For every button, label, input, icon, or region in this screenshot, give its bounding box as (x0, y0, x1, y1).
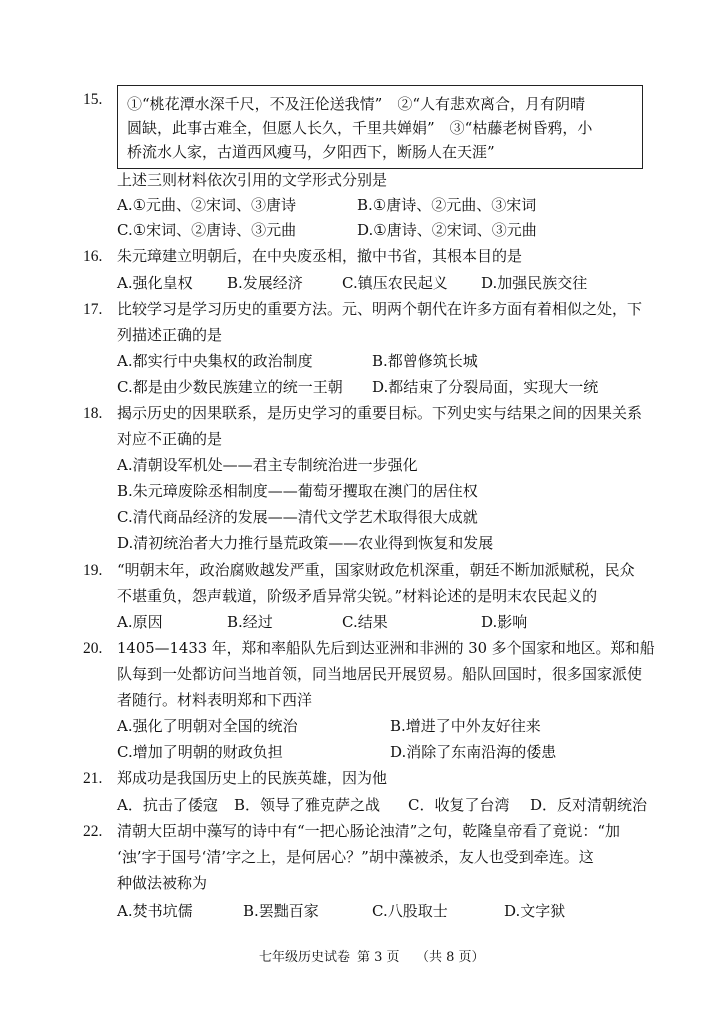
q20-stem-line-2: 队每到一处都访问当地首领，同当地居民开展贸易。船队回国时，很多国家派使 (117, 665, 643, 683)
q17-option-a[interactable]: A.都实行中央集权的政治制度 (117, 352, 313, 370)
q18-option-b[interactable]: B.朱元璋废除丞相制度——葡萄牙攫取在澳门的居住权 (117, 482, 478, 500)
q21-stem: 郑成功是我国历史上的民族英雄，因为他 (117, 769, 388, 787)
q17-stem-line-2: 列描述正确的是 (117, 326, 223, 344)
q20-option-b[interactable]: B.增进了中外友好往来 (390, 717, 541, 735)
q21-option-a[interactable]: A．抗击了倭寇 (117, 796, 218, 814)
q22-stem-line-2: ‘浊’字于国号‘清’字之上，是何居心？”胡中藻被杀，友人也受到牵连。这 (117, 848, 594, 866)
q21-option-c[interactable]: C．收复了台湾 (408, 796, 510, 814)
q21-option-b[interactable]: B．领导了雅克萨之战 (234, 796, 381, 814)
q21-option-d[interactable]: D．反对清朝统治 (530, 796, 648, 814)
q22-option-d[interactable]: D.文字狱 (504, 902, 566, 920)
q19-stem-line-2: 不堪重负，怨声载道，阶级矛盾异常尖锐。”材料论述的是明末农民起义的 (117, 587, 598, 605)
q15-option-c[interactable]: C.①宋词、②唐诗、③元曲 (117, 221, 297, 239)
q15-option-b[interactable]: B.①唐诗、②元曲、③宋词 (357, 196, 537, 214)
q17-stem-line-1: 比较学习是学习历史的重要方法。元、明两个朝代在许多方面有着相似之处，下 (117, 300, 643, 318)
q19-option-c[interactable]: C.结果 (342, 613, 388, 631)
footer-page-number: 第 3 页 (357, 950, 400, 965)
q19-number: 19. (83, 562, 103, 579)
q17-option-d[interactable]: D.都结束了分裂局面，实现大一统 (372, 378, 599, 396)
q20-stem-line-1: 1405—1433 年，郑和率船队先后到达亚洲和非洲的 30 多个国家和地区。郑和船 (117, 639, 655, 657)
footer-exam-title: 七年级历史试卷 (259, 950, 351, 965)
q19-option-a[interactable]: A.原因 (117, 613, 163, 631)
q22-number: 22. (83, 823, 103, 840)
q15-box-line-2: 圆缺，此事古难全，但愿人长久，千里共婵娟” ③“枯藤老树昏鸦，小 (127, 119, 593, 137)
q16-stem: 朱元璋建立明朝后，在中央废丞相，撤中书省，其根本目的是 (117, 247, 523, 265)
q18-stem-line-2: 对应不正确的是 (117, 430, 223, 448)
q21-number: 21. (83, 770, 103, 787)
q22-option-b[interactable]: B.罢黜百家 (243, 902, 319, 920)
q16-option-b[interactable]: B.发展经济 (227, 274, 303, 292)
q20-stem-line-3: 者随行。材料表明郑和下西洋 (117, 691, 313, 709)
q22-option-a[interactable]: A.焚书坑儒 (117, 902, 193, 920)
q19-stem-line-1: “明朝末年，政治腐败越发严重，国家财政危机深重，朝廷不断加派赋税，民众 (117, 561, 635, 579)
q22-stem-line-3: 种做法被称为 (117, 874, 208, 892)
q22-option-c[interactable]: C.八股取士 (372, 902, 448, 920)
q15-option-d[interactable]: D.①唐诗、②宋词、③元曲 (357, 221, 537, 239)
q17-option-b[interactable]: B.都曾修筑长城 (372, 352, 478, 370)
q15-box-line-1: ①“桃花潭水深千尺，不及汪伦送我情” ②“人有悲欢离合，月有阴晴 (127, 95, 586, 113)
q20-option-a[interactable]: A.强化了明朝对全国的统治 (117, 717, 298, 735)
q18-option-a[interactable]: A.清朝设军机处——君主专制统治进一步强化 (117, 456, 418, 474)
q19-option-d[interactable]: D.影响 (481, 613, 528, 631)
q18-option-d[interactable]: D.清初统治者大力推行垦荒政策——农业得到恢复和发展 (117, 534, 494, 552)
q15-number: 15. (83, 91, 103, 108)
q16-number: 16. (83, 248, 103, 265)
footer-total-pages: （共 8 页） (416, 950, 485, 965)
q18-number: 18. (83, 405, 103, 422)
q16-option-d[interactable]: D.加强民族交往 (481, 274, 588, 292)
q22-stem-line-1: 清朝大臣胡中藻写的诗中有“一把心肠论浊清”之句，乾隆皇帝看了竟说：“加 (117, 822, 621, 840)
q18-option-c[interactable]: C.清代商品经济的发展——清代文学艺术取得很大成就 (117, 508, 478, 526)
q20-option-d[interactable]: D.消除了东南沿海的倭患 (390, 743, 557, 761)
q19-option-b[interactable]: B.经过 (227, 613, 273, 631)
q16-option-a[interactable]: A.强化皇权 (117, 274, 193, 292)
q15-box-line-3: 桥流水人家，古道西风瘦马，夕阳西下，断肠人在天涯” (127, 143, 495, 161)
q18-stem-line-1: 揭示历史的因果联系，是历史学习的重要目标。下列史实与结果之间的因果关系 (117, 404, 643, 422)
q17-option-c[interactable]: C.都是由少数民族建立的统一王朝 (117, 378, 343, 396)
q20-option-c[interactable]: C.增加了明朝的财政负担 (117, 743, 283, 761)
q17-number: 17. (83, 301, 103, 318)
q15-stem: 上述三则材料依次引用的文学形式分别是 (117, 171, 388, 189)
q20-number: 20. (83, 640, 103, 657)
q16-option-c[interactable]: C.镇压农民起义 (342, 274, 448, 292)
q15-option-a[interactable]: A.①元曲、②宋词、③唐诗 (117, 196, 297, 214)
